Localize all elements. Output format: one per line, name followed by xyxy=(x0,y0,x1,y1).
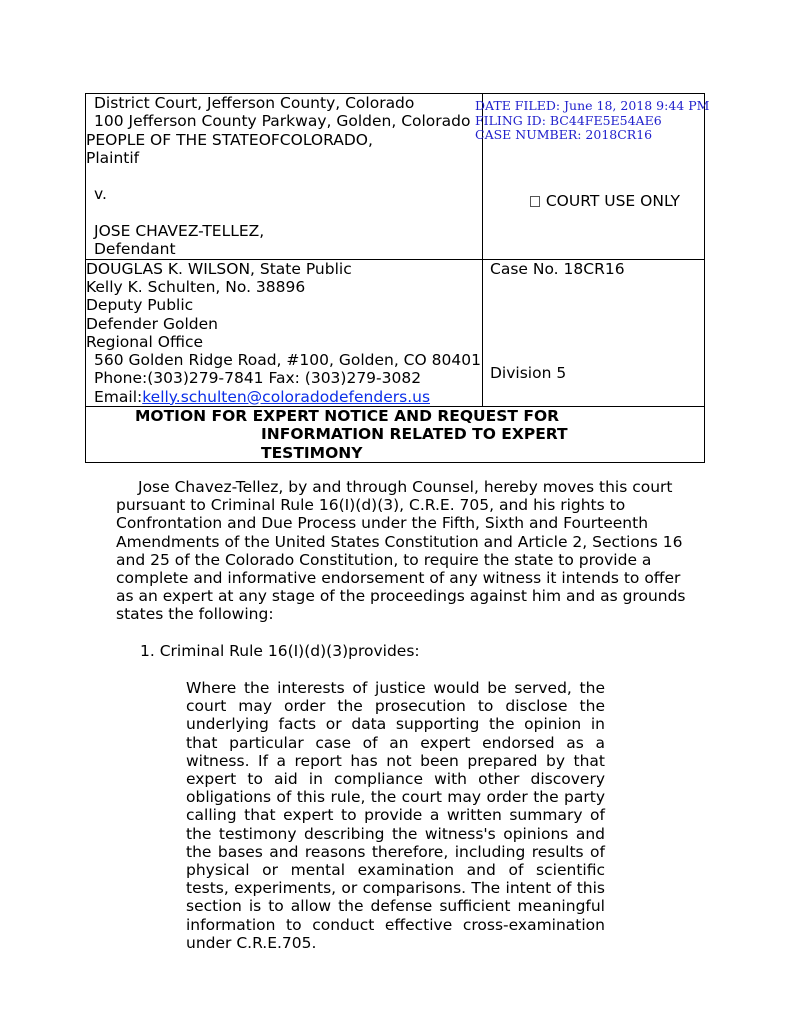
court-address: 100 Jefferson County Parkway, Golden, Colorado xyxy=(94,112,471,131)
counsel-line-1: DOUGLAS K. WILSON, State Public xyxy=(86,259,352,278)
defendant-name: JOSE CHAVEZ-TELLEZ, xyxy=(94,222,265,241)
plaintiff-name: PEOPLE OF THE STATEOFCOLORADO, xyxy=(86,130,373,149)
counsel-address: 560 Golden Ridge Road, #100, Golden, CO 80401 xyxy=(94,351,481,370)
plaintiff-role: Plaintif xyxy=(86,148,140,167)
counsel-line-5: Regional Office xyxy=(86,332,204,351)
versus-text: v. xyxy=(94,185,107,204)
counsel-line-3: Deputy Public xyxy=(86,296,194,315)
email-link[interactable]: kelly.schulten@coloradodefenders.us xyxy=(142,387,431,406)
counsel-phone: Phone:(303)279-7841 Fax: (303)279-3082 xyxy=(94,369,422,388)
defendant-role: Defendant xyxy=(94,240,176,259)
rule-quote: Where the interests of justice would be served, the court may order the prosecution to disclose the underlying facts or data supporting the opinion in that particular case of an expert endorsed as a witness. If a report has not been prepared by that expert to aid in compliance with other discovery obligations of this rule, the court may order the party calling that expert to provide a written summary of the testimony describing the witness's opinions and the bases and reasons therefore, including results of physical or mental examination and of scientific tests, experiments, or comparisons. The intent of this section is to allow the defense sufficient meaningful information to conduct effective cross-examination under C.R.E.705. xyxy=(186,679,605,952)
list-item-1: 1. Criminal Rule 16(I)(d)(3)provides: xyxy=(140,642,420,660)
stamp-date-filed: DATE FILED: June 18, 2018 9:44 PM xyxy=(475,98,710,113)
motion-title-line-2: INFORMATION RELATED TO EXPERT xyxy=(261,425,568,444)
email-label: Email: xyxy=(94,387,143,406)
intro-paragraph: Jose Chavez-Tellez, by and through Counsel, hereby moves this court pursuant to Criminal Rule 16(I)(d)(3), C.R.E. 705, and his rights to Confrontation and Due Process under the Fifth, Sixth and Fourteenth Amendments of the United States Constitution and Article 2, Sections 16 and 25 of the Colorado Constitution, to require the state to provide a complete and informative endorsement of any witness it intends to offer as an expert at any stage of the proceedings against him and as grounds states the following: xyxy=(116,478,686,624)
motion-title-line-3: TESTIMONY xyxy=(261,443,363,462)
case-number-cell xyxy=(483,259,705,406)
court-info-cell xyxy=(86,94,483,260)
stamp-filing-id: FILING ID: BC44FE5E54AE6 xyxy=(475,112,662,128)
checkbox-icon xyxy=(530,196,540,207)
filing-stamp xyxy=(475,94,710,143)
case-number: Case No. 18CR16 xyxy=(490,259,625,278)
counsel-line-2: Kelly K. Schulten, No. 38896 xyxy=(86,277,306,296)
counsel-email-line xyxy=(86,388,482,406)
motion-title-cell xyxy=(86,407,705,463)
court-use-label: COURT USE ONLY xyxy=(545,191,680,210)
counsel-line-4: Defender Golden xyxy=(86,314,218,333)
division: Division 5 xyxy=(490,363,567,382)
stamp-case-number: CASE NUMBER: 2018CR16 xyxy=(475,127,653,142)
court-use-cell xyxy=(475,94,710,260)
motion-title-line-1: MOTION FOR EXPERT NOTICE AND REQUEST FOR xyxy=(135,407,560,426)
court-name: District Court, Jefferson County, Colorado xyxy=(94,94,415,112)
counsel-cell xyxy=(86,259,483,406)
case-caption-table xyxy=(85,93,710,463)
court-use-only xyxy=(483,192,704,210)
